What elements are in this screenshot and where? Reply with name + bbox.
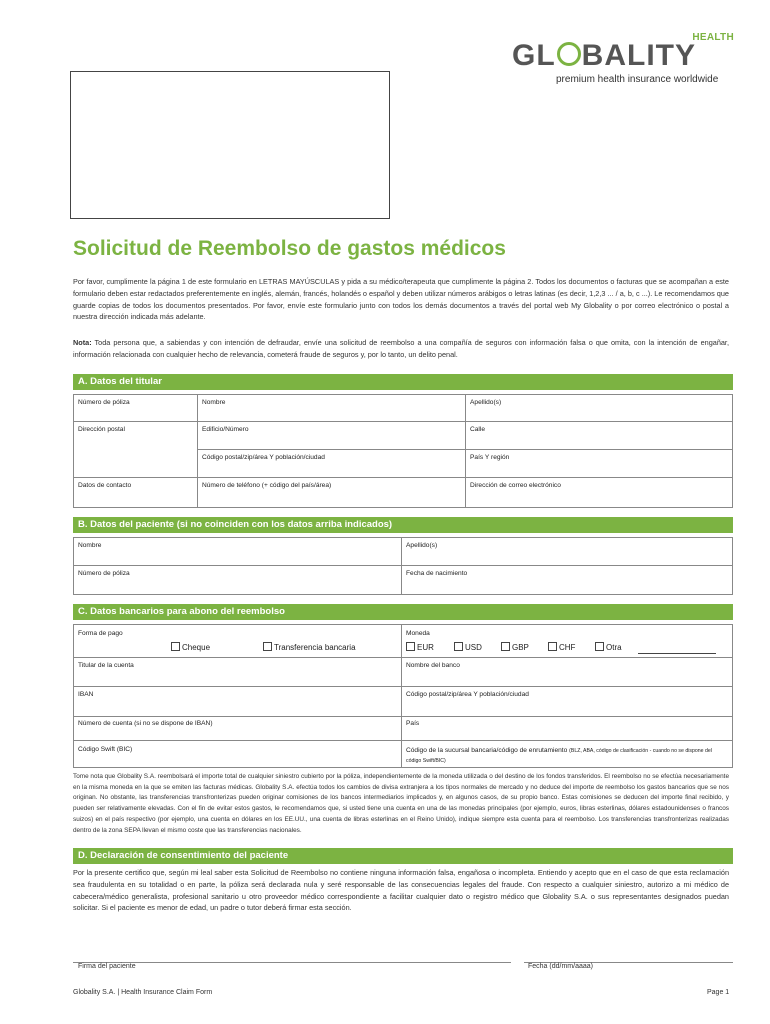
policy-number-label: Número de póliza — [78, 399, 130, 406]
section-b-table — [73, 537, 733, 595]
logo-tagline: premium health insurance worldwide — [556, 74, 719, 85]
cheque-option[interactable]: Cheque — [171, 642, 210, 652]
bank-note-text: Tome nota que Globality S.A. reembolsará el importe total de cualquier siniestro cubierto por la póliza, independientemente de la moneda utilizada o del destino de los fondos transferidos. El reembolso no se efectúa necesariamente en la misma moneda en la que se emiten las facturas médicas. Globality S.A. efectúa todos los cambios de divisa extranjera a los tipos normales de mercado y no deduce del importe de reembolso los gastos bancarios que se nos originan. No obstante, las transferencias transfronterizas pueden originar comisiones de los bancos intermediarios implicados y, en algunos casos, de su propio banco. Estas comisiones se deducen del importe final recibido, y pueden ser relativamente elevadas. Con el fin de evitar estos gastos, le recomendamos que, si usted tiene una cuenta en una de las monedas principales (por ejemplo, euros, libras esterlinas, dólares estadounidenses o francos suizos) en el país respectivo (por ejemplo, una cuenta en dólares en los EE.UU., una cuenta de libras esterlinas en el Reino Unido), indique siempre esta cuenta para el reembolso. Los transferencias transfronterizas realizadas dentro de la zona SEPA llevan el mismo coste que las transferencias nacionales. — [73, 773, 729, 834]
swift-field[interactable]: Código Swift (BIC) — [78, 746, 133, 753]
signature-label: Firma del paciente — [78, 963, 136, 970]
currency-gbp-option[interactable]: GBP — [501, 642, 529, 652]
patient-birthdate-field[interactable]: Fecha de nacimiento — [406, 570, 468, 577]
logo-health-label: HEALTH — [692, 32, 734, 43]
iban-field[interactable]: IBAN — [78, 691, 94, 698]
page-title: Solicitud de Reembolso de gastos médicos — [73, 237, 506, 260]
postal-address-label: Dirección postal — [78, 426, 125, 433]
email-field[interactable]: Dirección de correo electrónico — [470, 482, 561, 489]
signature-line[interactable] — [73, 962, 511, 963]
checkbox-icon[interactable] — [263, 642, 272, 651]
date-label: Fecha (dd/mm/aaaa) — [528, 963, 593, 970]
checkbox-icon[interactable] — [501, 642, 510, 651]
section-d-header: D. Declaración de consentimiento del paciente — [73, 848, 733, 864]
patient-policy-field[interactable]: Número de póliza — [78, 570, 130, 577]
surname-field[interactable]: Apellido(s) — [470, 399, 502, 406]
footer-text: Globality S.A. | Health Insurance Claim Form — [73, 989, 213, 996]
phone-field[interactable]: Número de teléfono (+ código del país/área) — [202, 482, 332, 489]
logo-wordmark: GL BALITY — [512, 39, 696, 72]
checkbox-icon[interactable] — [454, 642, 463, 651]
postcode-city-field[interactable]: Código postal/zip/área Y población/ciudad — [202, 454, 325, 461]
checkbox-icon[interactable] — [595, 642, 604, 651]
country-region-field[interactable]: País Y región — [470, 454, 510, 461]
account-number-field[interactable]: Número de cuenta (si no se dispone de IBAN) — [78, 720, 213, 727]
globality-logo — [500, 32, 740, 92]
patient-name-field[interactable]: Nombre — [78, 542, 102, 549]
patient-surname-field[interactable]: Apellido(s) — [406, 542, 438, 549]
globe-icon — [557, 42, 581, 66]
section-c-table — [73, 624, 733, 768]
checkbox-icon[interactable] — [548, 642, 557, 651]
bank-name-field[interactable]: Nombre del banco — [406, 662, 460, 669]
stamp-box — [70, 71, 390, 219]
other-currency-line[interactable] — [638, 653, 716, 654]
bank-postcode-field[interactable]: Código postal/zip/área Y población/ciudad — [406, 691, 529, 698]
checkbox-icon[interactable] — [406, 642, 415, 651]
section-b-header: B. Datos del paciente (si no coinciden con los datos arriba indicados) — [73, 517, 733, 533]
currency-chf-option[interactable]: CHF — [548, 642, 575, 652]
section-a-header: A. Datos del titular — [73, 374, 733, 390]
transfer-option[interactable]: Transferencia bancaria — [263, 642, 356, 652]
page-number: Page 1 — [707, 989, 730, 996]
currency-other-option[interactable]: Otra — [595, 642, 622, 652]
bank-country-field[interactable]: País — [406, 720, 420, 727]
currency-usd-option[interactable]: USD — [454, 642, 482, 652]
consent-text: Por la presente certifico que, según mi leal saber esta Solicitud de Reembolso no contiene ninguna información falsa, engañosa o incompleta. Entiendo y acepto que en el caso de que esta reclamación sea fraudulenta en su totalidad o en parte, la póliza será declarada nula y seré responsable de las consecuencias legales del fraude. Con respecto a cualquier siniestro, autorizo a mi médico de cabecera/médico generalista, profesional sanitario u otro proveedor médico correspondiente a facilitar cualquier dato o registro médico que Globality S.A. o sus representantes designados puedan solicitar. Si el paciente es menor de edad, un padre o tutor deberá firmar esta sección. — [73, 868, 729, 913]
currency-eur-option[interactable]: EUR — [406, 642, 434, 652]
payment-method-label: Forma de pago — [78, 630, 123, 637]
sort-code-field[interactable]: Código de la sucursal bancaria/código de enrutamiento (BLZ, ABA, código de clasificación - cuando no se dispone del código Swift/BIC) — [406, 747, 712, 764]
section-c-header: C. Datos bancarios para abono del reembolso — [73, 604, 733, 620]
note-text: Nota: Toda persona que, a sabiendas y con intención de defraudar, envíe una solicitud de reembolso a una compañía de seguros con información falsa o que omita, con la intención de engañar, información relacionada con cualquier hecho de relevancia, cometerá fraude de seguros y, por lo tanto, un delito penal. — [73, 338, 729, 359]
contact-label: Datos de contacto — [78, 482, 132, 489]
building-field[interactable]: Edificio/Número — [202, 426, 249, 433]
name-field[interactable]: Nombre — [202, 399, 226, 406]
street-field[interactable]: Calle — [470, 426, 486, 433]
intro-text: Por favor, cumplimente la página 1 de este formulario en LETRAS MAYÚSCULAS y pida a su médico/terapeuta que cumplimente la página 2. Todos los documentos o facturas que se acompañan a este formulario deben estar redactados preferentemente en inglés, alemán, francés, holandés o español y deben utilizar números arábigos o letras latinas (es decir, 1,2,3 ... / a, b, c ...). Le recomendamos que guarde copias de todos los documentos presentados. Por favor, envíe este formulario junto con todos los demás documentos a través del portal web My Globality o por correo electrónico o postal a nuestra dirección indicada más adelante. — [73, 277, 729, 322]
account-holder-field[interactable]: Titular de la cuenta — [78, 662, 134, 669]
section-a-table — [73, 394, 733, 508]
currency-label: Moneda — [406, 630, 430, 637]
checkbox-icon[interactable] — [171, 642, 180, 651]
